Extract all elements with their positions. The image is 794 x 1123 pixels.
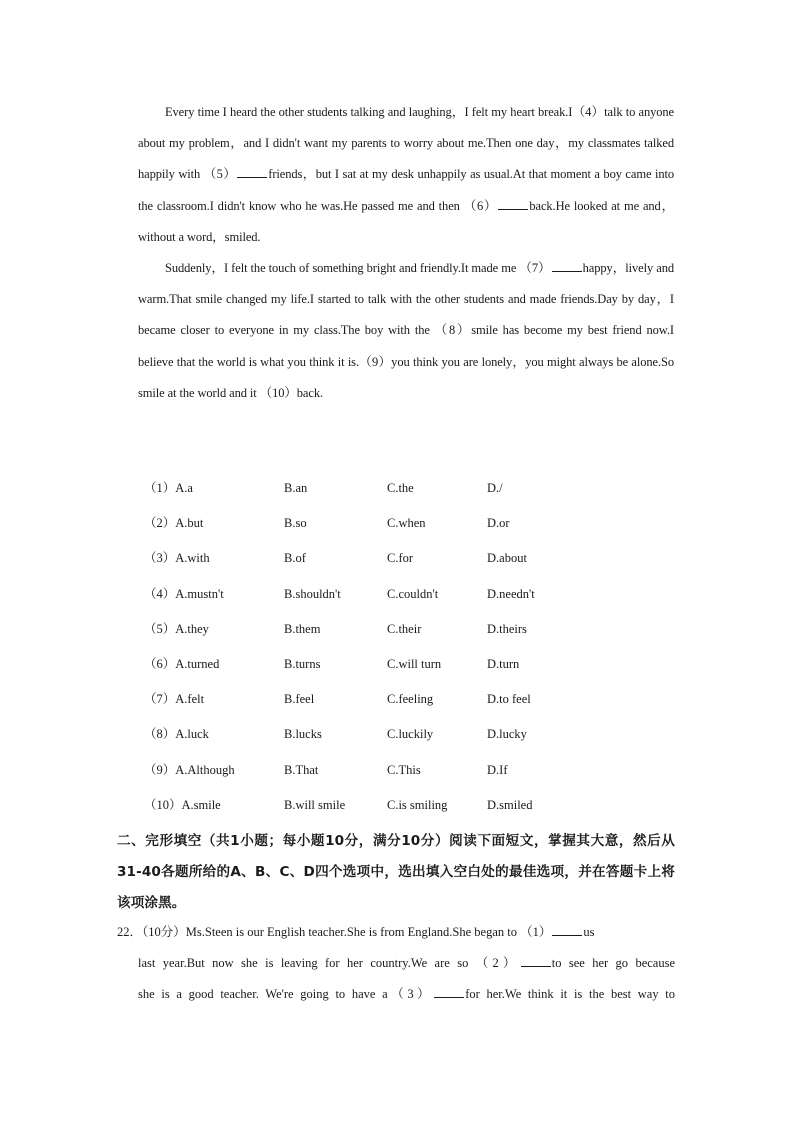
answer-options-list	[144, 472, 604, 824]
option-d: D.or	[487, 516, 510, 531]
passage-paragraph-2	[138, 253, 674, 409]
option-d: D.If	[487, 762, 508, 777]
question-text: she is a good teacher. We're going to have a（3）	[138, 987, 434, 1002]
question-number: 22．	[117, 925, 143, 939]
option-a: （5）A.they	[144, 621, 209, 636]
option-a: （10）A.smile	[144, 797, 221, 812]
option-row	[144, 789, 604, 824]
option-d: D.needn't	[487, 586, 535, 601]
option-row	[144, 754, 604, 789]
option-row	[144, 613, 604, 648]
option-b: B.turns	[284, 656, 321, 671]
question-body	[117, 948, 675, 1010]
option-c: C.is smiling	[387, 797, 448, 812]
option-b: B.of	[284, 551, 306, 566]
option-d: D.about	[487, 551, 527, 566]
question-line-text	[117, 917, 594, 948]
option-d: D.smiled	[487, 797, 533, 812]
passage-text: friends，but I sat at my desk unhappily as usual.At that moment a boy came into the classroom.I didn't know who he was.He passed me and then （6）	[138, 167, 674, 213]
passage-text: Suddenly，I felt the touch of something bright and friendly.It made me （7）	[165, 261, 551, 276]
question-text: us	[583, 925, 595, 939]
question-line	[117, 917, 675, 948]
passage-text: back.He looked at me and，without a word，smiled.	[138, 198, 674, 244]
option-a: （8）A.luck	[144, 727, 209, 742]
option-b: B.so	[284, 516, 307, 531]
option-b: B.shouldn't	[284, 586, 341, 601]
option-row	[144, 648, 604, 683]
option-row	[144, 718, 604, 753]
section-heading-cloze: 二、完形填空（共1小题；每小题10分，满分10分）阅读下面短文，掌握其大意，然后从31-40各题所给的A、B、C、D四个选项中，选出填入空白处的最佳选项，并在答题卡上将该项涂黑。	[117, 833, 675, 911]
question-line	[138, 979, 675, 1010]
option-c: C.feeling	[387, 692, 434, 707]
option-b: B.them	[284, 621, 321, 636]
reading-passage	[138, 97, 674, 409]
answer-blank-3	[434, 985, 464, 998]
question-22	[117, 917, 675, 1011]
option-a: （6）A.turned	[144, 656, 220, 671]
passage-paragraph-1	[138, 97, 674, 253]
answer-blank-6	[498, 197, 528, 210]
option-b: B.lucks	[284, 727, 322, 742]
option-a: （7）A.felt	[144, 692, 205, 707]
passage-text: happy，lively and warm.That smile changed my life.I started to talk with the other students and made friends.Day by day，I became closer to everyone in my class.The boy with the （8）smile has become my best friend now.I believe that the world is what you think it is.（9）you think you are lonely，you might always be alone.So smile at the world and it （10）back.	[138, 261, 675, 400]
option-row	[144, 472, 604, 507]
option-d: D.theirs	[487, 621, 527, 636]
option-a: （9）A.Although	[144, 762, 235, 777]
answer-blank-7	[552, 259, 582, 272]
option-row	[144, 683, 604, 718]
question-text: （10分）Ms.Steen is our English teacher.She is from England.She began to （1）	[142, 925, 552, 939]
option-c: C.couldn't	[387, 586, 439, 601]
answer-blank-2	[521, 954, 551, 967]
option-d: D.to feel	[487, 692, 531, 707]
answer-blank-5	[237, 165, 267, 178]
option-b: B.will smile	[284, 797, 346, 812]
option-c: C.luckily	[387, 727, 434, 742]
question-text: for her.We think it is the best way to	[465, 987, 676, 1002]
option-row	[144, 578, 604, 613]
option-row	[144, 542, 604, 577]
option-a: （3）A.with	[144, 551, 210, 566]
question-text: last year.But now she is leaving for her country.We are so （2）	[138, 956, 520, 971]
option-a: （4）A.mustn't	[144, 586, 224, 601]
option-c: C.their	[387, 621, 422, 636]
option-c: C.when	[387, 516, 426, 531]
option-b: B.feel	[284, 692, 315, 707]
option-b: B.That	[284, 762, 319, 777]
question-line	[138, 948, 675, 979]
option-d: D./	[487, 481, 503, 495]
option-a: （1）A.a	[144, 481, 193, 495]
option-d: D.turn	[487, 656, 520, 671]
option-b: B.an	[284, 481, 308, 495]
option-c: C.This	[387, 762, 421, 777]
option-c: C.will turn	[387, 656, 442, 671]
passage-text: Every time I heard the other students talking and laughing，I felt my heart break.I（4）talk to anyone about my problem，and I didn't want my parents to worry about me.Then one day，my classmates talked happily with （5）	[138, 105, 674, 182]
option-a: （2）A.but	[144, 516, 204, 531]
option-c: C.for	[387, 551, 414, 566]
option-c: C.the	[387, 481, 414, 495]
option-d: D.lucky	[487, 727, 527, 742]
answer-blank-1	[552, 923, 582, 936]
option-row	[144, 507, 604, 542]
question-text: to see her go because	[551, 956, 676, 971]
